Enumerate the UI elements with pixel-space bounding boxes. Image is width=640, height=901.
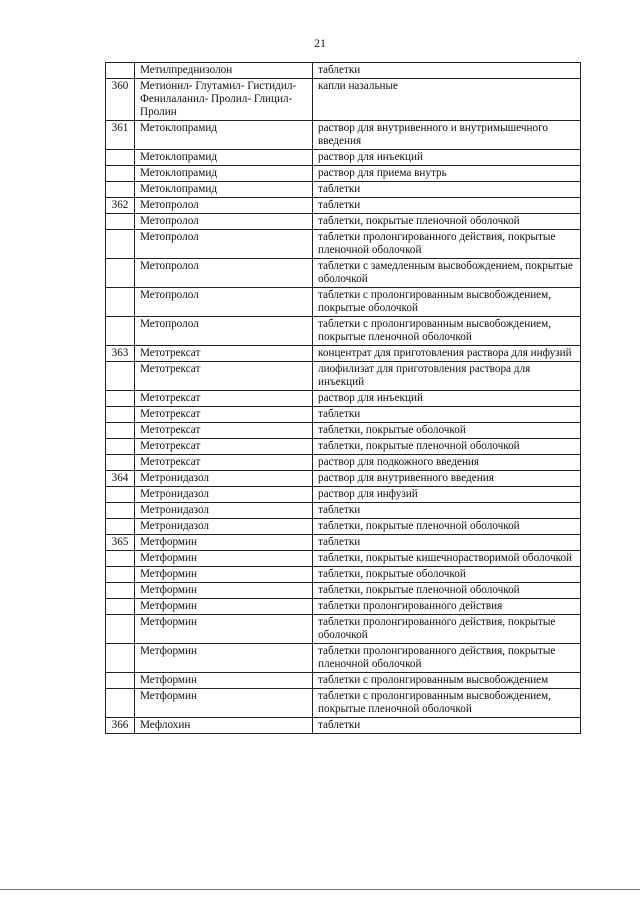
row-number-cell xyxy=(106,567,135,583)
table-row xyxy=(106,535,581,551)
row-number-cell xyxy=(106,407,135,423)
table-row xyxy=(106,391,581,407)
drug-name-cell: Метформин xyxy=(135,583,313,599)
dosage-form-cell: раствор для инъекций xyxy=(313,391,581,407)
row-number-cell: 366 xyxy=(106,718,135,734)
dosage-form-cell: таблетки пролонгированного действия, покрытые пленочной оболочкой xyxy=(313,644,581,673)
table-row xyxy=(106,182,581,198)
scan-bottom-edge xyxy=(0,889,640,890)
dosage-form-cell: капли назальные xyxy=(313,79,581,121)
page-number: 21 xyxy=(314,36,326,50)
drug-name-cell: Метопролол xyxy=(135,317,313,346)
drug-name-cell: Метотрексат xyxy=(135,407,313,423)
table-row xyxy=(106,166,581,182)
dosage-form-cell: таблетки xyxy=(313,503,581,519)
row-number-cell xyxy=(106,583,135,599)
dosage-form-cell: таблетки пролонгированного действия, покрытые оболочкой xyxy=(313,615,581,644)
dosage-form-cell: раствор для инъекций xyxy=(313,150,581,166)
drug-name-cell: Метопролол xyxy=(135,198,313,214)
table-row xyxy=(106,150,581,166)
row-number-cell xyxy=(106,362,135,391)
table-row xyxy=(106,230,581,259)
drug-name-cell: Метформин xyxy=(135,644,313,673)
row-number-cell xyxy=(106,214,135,230)
dosage-form-cell: таблетки с пролонгированным высвобождением, покрытые пленочной оболочкой xyxy=(313,689,581,718)
drug-name-cell: Метронидазол xyxy=(135,471,313,487)
dosage-form-cell: таблетки с замедленным высвобождением, покрытые оболочкой xyxy=(313,259,581,288)
drug-name-cell: Метотрексат xyxy=(135,455,313,471)
row-number-cell xyxy=(106,439,135,455)
row-number-cell xyxy=(106,455,135,471)
table-row xyxy=(106,644,581,673)
table-row xyxy=(106,439,581,455)
table-row xyxy=(106,503,581,519)
drug-table xyxy=(105,62,581,734)
table-row xyxy=(106,718,581,734)
dosage-form-cell: таблетки xyxy=(313,718,581,734)
row-number-cell xyxy=(106,259,135,288)
table-row xyxy=(106,487,581,503)
table-row xyxy=(106,599,581,615)
dosage-form-cell: лиофилизат для приготовления раствора для инъекций xyxy=(313,362,581,391)
drug-name-cell: Метотрексат xyxy=(135,362,313,391)
drug-name-cell: Метопролол xyxy=(135,214,313,230)
row-number-cell xyxy=(106,182,135,198)
dosage-form-cell: раствор для подкожного введения xyxy=(313,455,581,471)
dosage-form-cell: таблетки, покрытые оболочкой xyxy=(313,423,581,439)
dosage-form-cell: таблетки с пролонгированным высвобождением, покрытые пленочной оболочкой xyxy=(313,317,581,346)
dosage-form-cell: раствор для внутривенного введения xyxy=(313,471,581,487)
row-number-cell: 364 xyxy=(106,471,135,487)
row-number-cell xyxy=(106,519,135,535)
row-number-cell: 362 xyxy=(106,198,135,214)
drug-name-cell: Метопролол xyxy=(135,259,313,288)
row-number-cell xyxy=(106,391,135,407)
row-number-cell xyxy=(106,317,135,346)
row-number-cell: 360 xyxy=(106,79,135,121)
dosage-form-cell: таблетки, покрытые пленочной оболочкой xyxy=(313,214,581,230)
drug-name-cell: Метоклопрамид xyxy=(135,166,313,182)
table-row xyxy=(106,346,581,362)
drug-name-cell: Метотрексат xyxy=(135,423,313,439)
row-number-cell xyxy=(106,615,135,644)
drug-name-cell: Метформин xyxy=(135,567,313,583)
drug-name-cell: Метионил- Глутамил- Гистидил- Фенилаланил- Пролил- Глицил- Пролин xyxy=(135,79,313,121)
dosage-form-cell: таблетки xyxy=(313,535,581,551)
drug-name-cell: Метронидазол xyxy=(135,503,313,519)
row-number-cell xyxy=(106,673,135,689)
row-number-cell xyxy=(106,150,135,166)
row-number-cell xyxy=(106,487,135,503)
row-number-cell xyxy=(106,503,135,519)
drug-name-cell: Метформин xyxy=(135,551,313,567)
table-row xyxy=(106,615,581,644)
drug-table-body xyxy=(106,63,581,734)
drug-name-cell: Метоклопрамид xyxy=(135,182,313,198)
table-row xyxy=(106,63,581,79)
table-row xyxy=(106,551,581,567)
table-row xyxy=(106,198,581,214)
table-row xyxy=(106,259,581,288)
row-number-cell xyxy=(106,423,135,439)
table-row xyxy=(106,689,581,718)
dosage-form-cell: таблетки, покрытые кишечнорастворимой оболочкой xyxy=(313,551,581,567)
dosage-form-cell: раствор для приема внутрь xyxy=(313,166,581,182)
dosage-form-cell: раствор для инфузий xyxy=(313,487,581,503)
dosage-form-cell: таблетки пролонгированного действия xyxy=(313,599,581,615)
dosage-form-cell: концентрат для приготовления раствора для инфузий xyxy=(313,346,581,362)
drug-name-cell: Метформин xyxy=(135,615,313,644)
drug-name-cell: Метформин xyxy=(135,673,313,689)
table-row xyxy=(106,583,581,599)
dosage-form-cell: таблетки, покрытые пленочной оболочкой xyxy=(313,583,581,599)
dosage-form-cell: таблетки xyxy=(313,198,581,214)
dosage-form-cell: таблетки xyxy=(313,63,581,79)
dosage-form-cell: таблетки, покрытые пленочной оболочкой xyxy=(313,439,581,455)
table-row xyxy=(106,214,581,230)
table-row xyxy=(106,519,581,535)
drug-name-cell: Метопролол xyxy=(135,288,313,317)
dosage-form-cell: таблетки, покрытые пленочной оболочкой xyxy=(313,519,581,535)
dosage-form-cell: таблетки, покрытые оболочкой xyxy=(313,567,581,583)
row-number-cell xyxy=(106,551,135,567)
drug-name-cell: Метформин xyxy=(135,599,313,615)
row-number-cell: 361 xyxy=(106,121,135,150)
row-number-cell xyxy=(106,644,135,673)
drug-name-cell: Метронидазол xyxy=(135,487,313,503)
row-number-cell xyxy=(106,230,135,259)
dosage-form-cell: таблетки xyxy=(313,407,581,423)
drug-name-cell: Метформин xyxy=(135,689,313,718)
table-row xyxy=(106,79,581,121)
dosage-form-cell: таблетки с пролонгированным высвобождением, покрытые оболочкой xyxy=(313,288,581,317)
table-row xyxy=(106,317,581,346)
drug-name-cell: Метоклопрамид xyxy=(135,150,313,166)
table-row xyxy=(106,121,581,150)
row-number-cell: 365 xyxy=(106,535,135,551)
row-number-cell xyxy=(106,288,135,317)
dosage-form-cell: таблетки с пролонгированным высвобождением xyxy=(313,673,581,689)
row-number-cell: 363 xyxy=(106,346,135,362)
drug-name-cell: Метотрексат xyxy=(135,391,313,407)
dosage-form-cell: таблетки пролонгированного действия, покрытые пленочной оболочкой xyxy=(313,230,581,259)
drug-name-cell: Метронидазол xyxy=(135,519,313,535)
table-row xyxy=(106,567,581,583)
drug-name-cell: Метформин xyxy=(135,535,313,551)
table-row xyxy=(106,362,581,391)
drug-name-cell: Метопролол xyxy=(135,230,313,259)
table-row xyxy=(106,673,581,689)
drug-name-cell: Метотрексат xyxy=(135,346,313,362)
drug-name-cell: Мефлохин xyxy=(135,718,313,734)
row-number-cell xyxy=(106,63,135,79)
table-row xyxy=(106,407,581,423)
row-number-cell xyxy=(106,599,135,615)
dosage-form-cell: таблетки xyxy=(313,182,581,198)
dosage-form-cell: раствор для внутривенного и внутримышечного введения xyxy=(313,121,581,150)
table-row xyxy=(106,423,581,439)
table-row xyxy=(106,455,581,471)
drug-name-cell: Метотрексат xyxy=(135,439,313,455)
row-number-cell xyxy=(106,166,135,182)
drug-name-cell: Метоклопрамид xyxy=(135,121,313,150)
row-number-cell xyxy=(106,689,135,718)
table-row xyxy=(106,471,581,487)
drug-name-cell: Метилпреднизолон xyxy=(135,63,313,79)
table-row xyxy=(106,288,581,317)
